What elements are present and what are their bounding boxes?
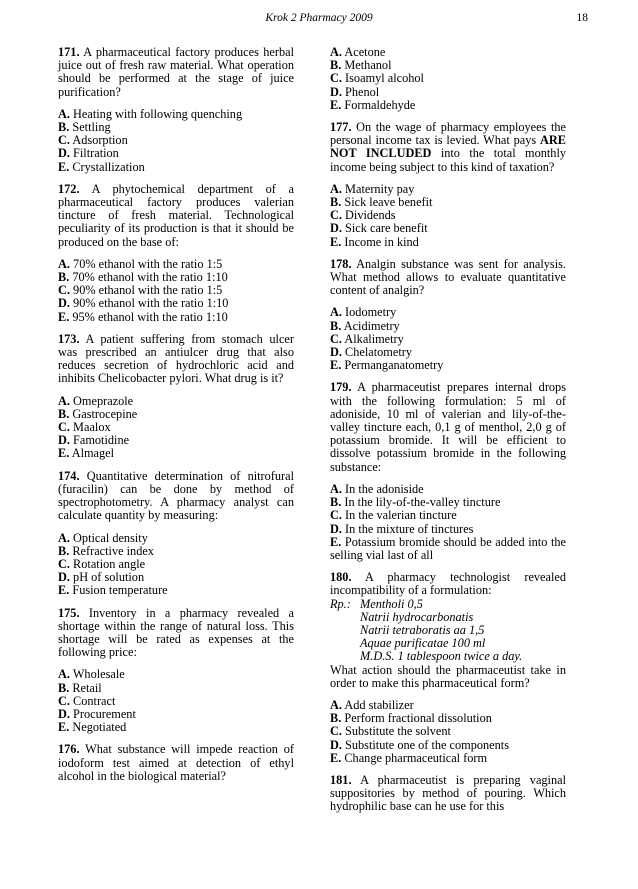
question-stem xyxy=(58,743,294,783)
option-e: E. Crystallization xyxy=(58,159,145,174)
question-177 xyxy=(330,121,566,249)
question-text: A pharmacy technologist revealed incompatibility of a formulation: xyxy=(330,570,566,598)
prescription-label: Rp.: xyxy=(330,596,351,611)
option-c: C. Rotation angle xyxy=(58,556,146,571)
question-stem xyxy=(58,607,294,660)
question-text: A phytochemical department of a pharmaceutical factory produces valerian tincture of fresh material. Technological peculiarity of its production is that it should be produced on the base of: xyxy=(58,181,294,249)
question-stem xyxy=(58,46,294,99)
question-stem: 177. On the wage of pharmacy employees the personal income tax is levied. What pays ARE NOT INCLUDED into the total monthly income being subject to this kind of taxation? xyxy=(330,120,567,174)
question-174 xyxy=(58,470,294,598)
option-a: A. Optical density xyxy=(58,530,148,545)
question-176-options xyxy=(330,46,566,112)
option-a: A. Heating with following quenching xyxy=(58,106,243,121)
question-text: A pharmaceutist prepares internal drops with the following formulation: 5 ml of adoniside, 10 ml of valerian and lily-of-the-valley tincture each, 0,1 g of menthol, 2,0 g of potassium bromide. It will be efficient to dissolve potassium bromide in the following substance: xyxy=(330,380,566,474)
question-text-continued: What action should the pharmaceutist take in order to make this pharmaceutical form? xyxy=(330,662,566,690)
option-e: E. Fusion temperature xyxy=(58,583,168,598)
option-b: B. Refractive index xyxy=(58,543,154,558)
question-180 xyxy=(330,571,566,765)
option-e: E. Negotiated xyxy=(58,720,127,735)
option-b: B. Gastrocepine xyxy=(58,406,138,421)
question-text: Inventory in a pharmacy revealed a shortage within the range of natural loss. This shortage will be rated as expenses at the following price: xyxy=(58,605,294,660)
option-e: E. Almagel xyxy=(58,446,115,461)
document-title: Krok 2 Pharmacy 2009 xyxy=(265,12,373,24)
option-b: B. 70% ethanol with the ratio 1:10 xyxy=(58,270,228,285)
option-d: D. Substitute one of the components xyxy=(330,737,509,752)
option-a: A. Add stabilizer xyxy=(330,697,414,712)
option-b: B. Retail xyxy=(58,680,102,695)
option-e: E. Permanganatometry xyxy=(330,358,444,373)
question-175 xyxy=(58,607,294,735)
question-text: Quantitative determination of nitrofural (furacilin) can be done by method of spectrophotometry. A pharmacy analyst can calculate quantity by measuring: xyxy=(58,468,295,523)
option-c: C. Contract xyxy=(58,693,116,708)
option-d: D. Filtration xyxy=(58,146,119,161)
option-d: D. Sick care benefit xyxy=(330,221,428,236)
option-c: C. Maalox xyxy=(58,420,111,435)
question-178 xyxy=(330,258,566,373)
question-stem xyxy=(58,183,294,249)
option-c: C. 90% ethanol with the ratio 1:5 xyxy=(58,283,223,298)
question-181 xyxy=(330,774,566,814)
option-d: D. Procurement xyxy=(58,706,136,721)
question-171 xyxy=(58,46,294,174)
option-d: D. In the mixture of tinctures xyxy=(330,521,474,536)
question-stem xyxy=(330,774,566,814)
option-e: E. 95% ethanol with the ratio 1:10 xyxy=(58,309,228,324)
question-text: What substance will impede reaction of iodoform test aimed at detection of ethyl alcohol in the biological material? xyxy=(58,742,294,783)
option-a: A. Iodometry xyxy=(330,305,397,320)
page-header xyxy=(0,12,638,28)
question-text: A patient suffering from stomach ulcer was prescribed an antiulcer drug that also reduces secretion of hydrochloric acid and inhibits Chelicobacter pylori. What drug is it? xyxy=(58,331,294,386)
question-number: 180. xyxy=(330,570,352,585)
question-number: 177. xyxy=(330,120,352,135)
question-text: Analgin substance was sent for analysis. What method allows to evaluate quantitative content of analgin? xyxy=(330,256,566,298)
option-a: A. Omeprazole xyxy=(58,393,134,408)
question-number: 178. xyxy=(330,256,352,271)
option-d: D. Phenol xyxy=(330,84,380,99)
question-stem xyxy=(330,258,566,298)
option-a: A. Acetone xyxy=(330,45,386,59)
question-number: 175. xyxy=(58,605,80,620)
option-d: D. Famotidine xyxy=(58,433,130,448)
page-number: 18 xyxy=(576,12,588,24)
question-172 xyxy=(58,183,294,324)
prescription-line: Rp.: Mentholi 0,5 xyxy=(330,596,423,611)
question-text: A pharmaceutist is preparing vaginal suppositories by method of pouring. Which hydrophilic base can he use for this xyxy=(330,772,567,814)
question-number: 171. xyxy=(58,45,80,59)
right-column xyxy=(330,46,566,823)
prescription-line: Natrii tetraboratis aa 1,5 xyxy=(360,622,485,637)
question-number: 172. xyxy=(58,181,80,196)
option-a: A. In the adoniside xyxy=(330,481,424,496)
question-stem xyxy=(58,333,294,386)
question-number: 181. xyxy=(330,772,352,787)
question-179 xyxy=(330,381,566,562)
option-b: B. Acidimetry xyxy=(330,318,400,333)
option-b: B. Sick leave benefit xyxy=(330,195,433,210)
question-number: 176. xyxy=(58,742,80,757)
option-a: A. Maternity pay xyxy=(330,181,415,196)
option-d: D. Chelatometry xyxy=(330,345,412,360)
option-b: B. Methanol xyxy=(330,58,392,73)
option-e: E. Change pharmaceutical form xyxy=(330,750,488,765)
option-b: B. Perform fractional dissolution xyxy=(330,711,492,726)
prescription-line: Aquae purificatae 100 ml xyxy=(360,636,486,651)
option-a: A. 70% ethanol with the ratio 1:5 xyxy=(58,256,223,271)
option-c: C. In the valerian tincture xyxy=(330,508,457,523)
option-e: E. Income in kind xyxy=(330,234,419,249)
option-e: E. Formaldehyde xyxy=(330,97,416,112)
option-d: D. pH of solution xyxy=(58,570,145,585)
prescription-line: Natrii hydrocarbonatis xyxy=(360,609,474,624)
question-number: 174. xyxy=(58,468,80,483)
option-c: C. Isoamyl alcohol xyxy=(330,71,424,86)
option-c: C. Substitute the solvent xyxy=(330,724,451,739)
option-c: C. Alkalimetry xyxy=(330,331,404,346)
option-e: E. Potassium bromide should be added into the selling vial last of all xyxy=(330,534,566,562)
question-number: 179. xyxy=(330,380,352,395)
question-176 xyxy=(58,743,294,783)
option-b: B. Settling xyxy=(58,120,111,135)
question-stem xyxy=(330,571,566,597)
option-c: C. Adsorption xyxy=(58,133,128,148)
question-number: 173. xyxy=(58,331,80,346)
question-stem xyxy=(330,381,566,473)
question-stem xyxy=(58,470,294,523)
question-text: A pharmaceutical factory produces herbal juice out of fresh raw material. What operation should be performed at the stage of juice purification? xyxy=(58,45,294,99)
prescription-line: M.D.S. 1 tablespoon twice a day. xyxy=(360,649,523,664)
option-d: D. 90% ethanol with the ratio 1:10 xyxy=(58,296,229,311)
question-173 xyxy=(58,333,294,461)
option-a: A. Wholesale xyxy=(58,667,125,682)
option-c: C. Dividends xyxy=(330,208,396,223)
left-column xyxy=(58,46,294,792)
emphasis-text: ARE NOT INCLUDED xyxy=(330,133,566,161)
option-b: B. In the lily-of-the-valley tincture xyxy=(330,495,501,510)
